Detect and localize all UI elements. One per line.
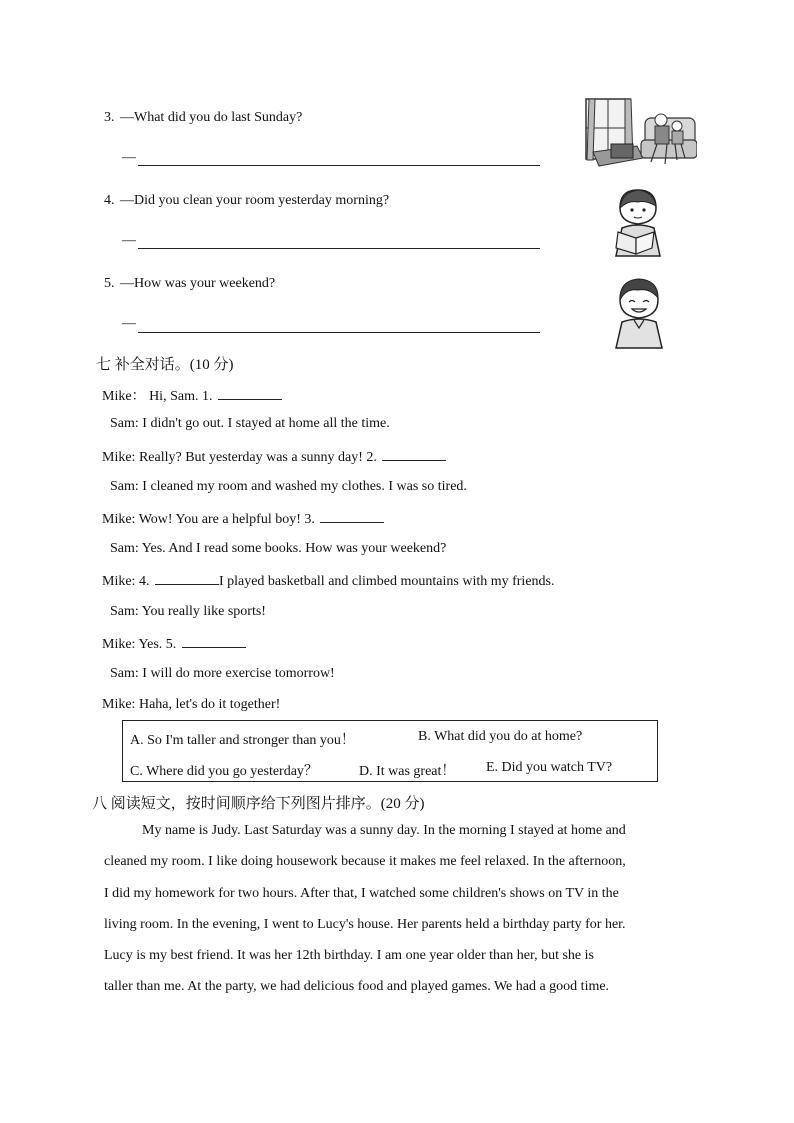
boy-reading-illustration xyxy=(612,186,664,258)
blank-2[interactable] xyxy=(382,448,446,461)
speaker: Sam: xyxy=(110,666,139,681)
section-7-heading: 七 补全对话。(10 分) xyxy=(96,357,234,373)
speaker: Mike: xyxy=(102,637,136,652)
answer-dash: — xyxy=(122,150,136,165)
dialogue-text: Wow! You are a helpful boy! 3. xyxy=(138,512,315,527)
option-d: D. It was great！ xyxy=(359,764,456,779)
speaker: Mike: xyxy=(102,697,136,712)
answer-dash: — xyxy=(122,316,136,331)
question-text: —How was your weekend? xyxy=(120,276,276,291)
answer-line[interactable] xyxy=(138,248,540,249)
dialogue-text: Yes. 5. xyxy=(138,637,177,652)
passage-line: I did my homework for two hours. After that, I watched some children's shows on TV in the xyxy=(104,886,619,901)
dialogue-text-after: I played basketball and climbed mountains with my friends. xyxy=(218,574,555,589)
passage-line: taller than me. At the party, we had delicious food and played games. We had a good time. xyxy=(104,979,610,994)
dialogue-line xyxy=(110,666,335,682)
dialogue-line xyxy=(110,604,266,620)
answer-dash: — xyxy=(122,233,136,248)
family-tv-illustration xyxy=(585,98,697,174)
blank-3[interactable] xyxy=(320,510,384,523)
blank-5[interactable] xyxy=(182,635,246,648)
dialogue-text: I cleaned my room and washed my clothes. I was so tired. xyxy=(142,479,467,494)
question-number: 4. xyxy=(104,193,115,208)
dialogue-text: I will do more exercise tomorrow! xyxy=(142,666,335,681)
dialogue-line xyxy=(102,635,246,653)
dialogue-text: I didn't go out. I stayed at home all the time. xyxy=(142,416,390,431)
speaker: Mike: xyxy=(102,574,136,589)
smiling-boy-illustration xyxy=(612,276,666,350)
answer-line[interactable] xyxy=(138,332,540,333)
dialogue-text: Really? But yesterday was a sunny day! 2. xyxy=(138,450,377,465)
option-a: A. So I'm taller and stronger than you！ xyxy=(130,733,355,748)
speaker: Sam: xyxy=(110,416,139,431)
question-number: 3. xyxy=(104,110,115,125)
dialogue-text: Hi, Sam. 1. xyxy=(149,389,213,404)
speaker: Mike： xyxy=(102,389,146,404)
dialogue-line xyxy=(102,697,280,713)
question-text: —Did you clean your room yesterday morning? xyxy=(120,193,390,208)
option-b: B. What did you do at home? xyxy=(418,729,583,744)
dialogue-line xyxy=(110,416,390,432)
dialogue-line xyxy=(110,541,446,557)
speaker: Sam: xyxy=(110,604,139,619)
passage-line: My name is Judy. Last Saturday was a sunny day. In the morning I stayed at home and xyxy=(142,823,626,838)
passage-line: living room. In the evening, I went to Lucy's house. Her parents held a birthday party for her. xyxy=(104,917,626,932)
dialogue-text: 4. xyxy=(138,574,150,589)
dialogue-line xyxy=(102,572,555,590)
dialogue-line xyxy=(102,510,384,528)
speaker: Mike: xyxy=(102,450,136,465)
dialogue-line xyxy=(102,385,282,405)
speaker: Sam: xyxy=(110,479,139,494)
speaker: Sam: xyxy=(110,541,139,556)
dialogue-text: Yes. And I read some books. How was your weekend? xyxy=(141,541,447,556)
dialogue-text: Haha, let's do it together! xyxy=(138,697,281,712)
section-8-heading: 八 阅读短文，按时间顺序给下列图片排序。(20 分) xyxy=(92,796,425,812)
blank-4[interactable] xyxy=(155,572,219,585)
answer-line[interactable] xyxy=(138,165,540,166)
blank-1[interactable] xyxy=(218,387,282,400)
passage-line: Lucy is my best friend. It was her 12th birthday. I am one year older than her, but she is xyxy=(104,948,594,963)
question-number: 5. xyxy=(104,276,115,291)
option-e: E. Did you watch TV? xyxy=(486,760,613,775)
passage-line: cleaned my room. I like doing housework because it makes me feel relaxed. In the afternoon, xyxy=(104,854,626,869)
dialogue-line xyxy=(110,479,467,495)
dialogue-line xyxy=(102,448,446,466)
question-text: —What did you do last Sunday? xyxy=(120,110,303,125)
speaker: Mike: xyxy=(102,512,136,527)
dialogue-text: You really like sports! xyxy=(141,604,266,619)
option-c: C. Where did you go yesterday？ xyxy=(130,764,318,779)
